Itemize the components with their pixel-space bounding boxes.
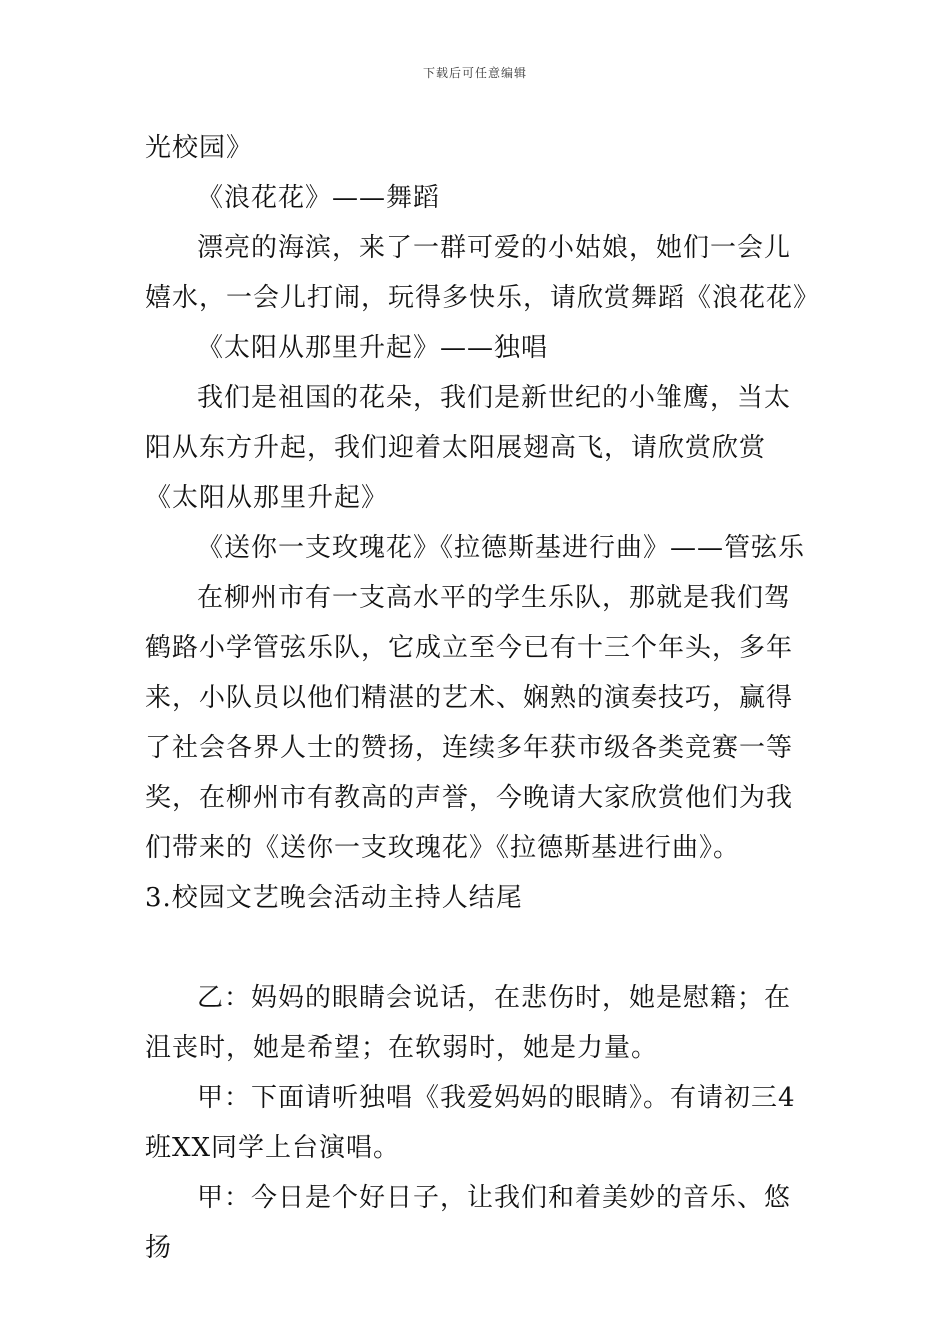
program-title-orchestra: 《送你一支玫瑰花》《拉德斯基进行曲》——管弦乐 <box>197 533 806 563</box>
paragraph-host-jia-2: 甲：今日是个好日子，让我们和着美妙的音乐、悠扬 <box>145 1183 792 1263</box>
paragraph-orchestra-intro: 在柳州市有一支高水平的学生乐队，那就是我们驾鹤路小学管弦乐队，它成立至今已有十三个年头，多年来，小队员以他们精湛的艺术、娴熟的演奏技巧，赢得了社会各界人士的赞扬，连续多年获市级各类竞赛一等奖，在柳州市有教高的声誉，今晚请大家欣赏他们为我们带来的《送你一支玫瑰花》《拉德斯基进行曲》。 <box>145 583 794 863</box>
document-body <box>145 123 821 1273</box>
paragraph-solo-intro: 我们是祖国的花朵，我们是新世纪的小雏鹰，当太阳从东方升起，我们迎着太阳展翅高飞，请欣赏欣赏《太阳从那里升起》 <box>145 383 792 513</box>
blank-line <box>145 923 810 973</box>
paragraph-host-yi: 乙：妈妈的眼睛会说话，在悲伤时，她是慰籍；在沮丧时，她是希望；在软弱时，她是力量。 <box>145 983 792 1063</box>
paragraph-dance-intro: 漂亮的海滨，来了一群可爱的小姑娘，她们一会儿嬉水，一会儿打闹，玩得多快乐，请欣赏舞蹈《浪花花》 <box>145 233 821 313</box>
program-title-solo: 《太阳从那里升起》——独唱 <box>197 333 549 363</box>
program-title-dance: 《浪花花》——舞蹈 <box>197 183 441 213</box>
page-header: 下载后可任意编辑 <box>422 66 527 80</box>
section-heading: 3.校园文艺晚会活动主持人结尾 <box>145 883 523 913</box>
paragraph-continuation: 光校园》 <box>145 133 254 163</box>
paragraph-host-jia-1: 甲：下面请听独唱《我爱妈妈的眼睛》。有请初三4班XX同学上台演唱。 <box>145 1083 796 1163</box>
